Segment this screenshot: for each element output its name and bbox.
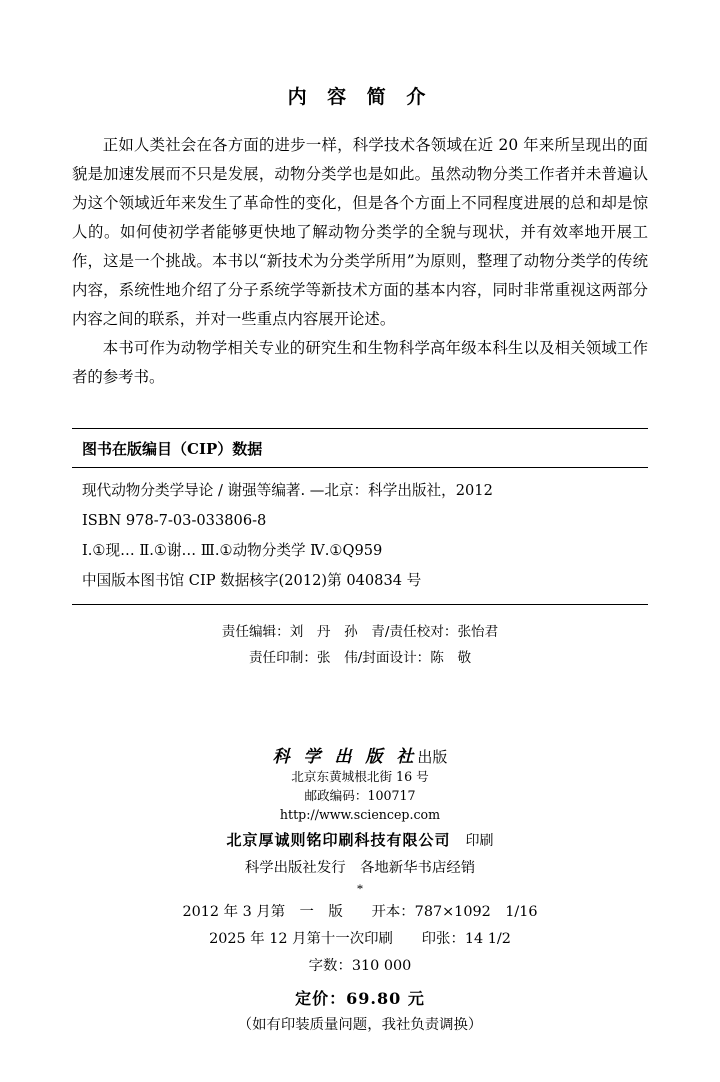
spec-line-wordcount: 字数：310 000 [308, 958, 412, 974]
page-canvas [0, 82, 720, 1082]
cip-line-title: 现代动物分类学导论 / 谢强等编著. —北京：科学出版社，2012 [82, 482, 493, 499]
publisher-address: 北京东黄城根北街 16 号 [291, 769, 429, 784]
spec-line-edition: 2012 年 3 月第 一 版 开本：787×1092 1/16 [182, 904, 538, 920]
separator-asterisk: * [356, 881, 364, 896]
printer-line [0, 829, 720, 850]
publisher-website: http://www.sciencep.com [279, 807, 441, 822]
spec-line-printing: 2025 年 12 月第十一次印刷 印张：14 1/2 [209, 931, 511, 947]
abstract-section [72, 131, 648, 392]
cip-line-isbn: ISBN 978-7-03-033806-8 [82, 512, 267, 529]
credit-line-production: 责任印制：张 伟/封面设计：陈 敬 [248, 650, 472, 666]
cip-line-classification: Ⅰ.①现… Ⅱ.①谢… Ⅲ.①动物分类学 Ⅳ.①Q959 [82, 542, 383, 559]
page-title: 内 容 简 介 [287, 86, 433, 108]
publisher-postcode: 邮政编码：100717 [304, 788, 416, 803]
cip-lines [72, 468, 648, 604]
distribution-line: 科学出版社发行 各地新华书店经销 [244, 860, 476, 876]
publisher-name: 科 学 出 版 社 [272, 747, 418, 767]
credit-line-editor: 责任编辑：刘 丹 孙 青/责任校对：张怡君 [221, 624, 499, 640]
cip-block [72, 428, 648, 605]
publisher-suffix: 出版 [417, 748, 448, 766]
credits-section [72, 619, 648, 671]
publisher-line [0, 742, 720, 767]
price-line: 定价：69.80 元 [295, 989, 425, 1008]
printer-name: 北京厚诚则铭印刷科技有限公司 [226, 831, 451, 849]
quality-notice: （如有印装质量问题，我社负责调换） [237, 1017, 483, 1033]
printer-suffix: 印刷 [465, 833, 494, 849]
cip-heading: 图书在版编目（CIP）数据 [72, 429, 648, 468]
abstract-paragraph-2: 本书可作为动物学相关专业的研究生和生物科学高年级本科生以及相关领域工作者的参考书。 [72, 339, 648, 386]
abstract-paragraph-1: 正如人类社会在各方面的进步一样，科学技术各领域在近 20 年来所呈现出的面貌是加速发展而不只是发展，动物分类学也是如此。虽然动物分类工作者并未普遍认为这个领域近年来发生了革命性的变化，但是各个方面上不同程度进展的总和却是惊人的。如何使初学者能够更快地了解动物分类学的全貌与现状，并有效率地开展工作，这是一个挑战。本书以“新技术为分类学所用”为原则，整理了动物分类学的传统内容，系统性地介绍了分子系统学等新技术方面的基本内容，同时非常重视这两部分内容之间的联系，并对一些重点内容展开论述。 [72, 136, 648, 328]
cip-line-registry: 中国版本图书馆 CIP 数据核字(2012)第 040834 号 [82, 572, 422, 589]
colophon-section [0, 742, 720, 1034]
